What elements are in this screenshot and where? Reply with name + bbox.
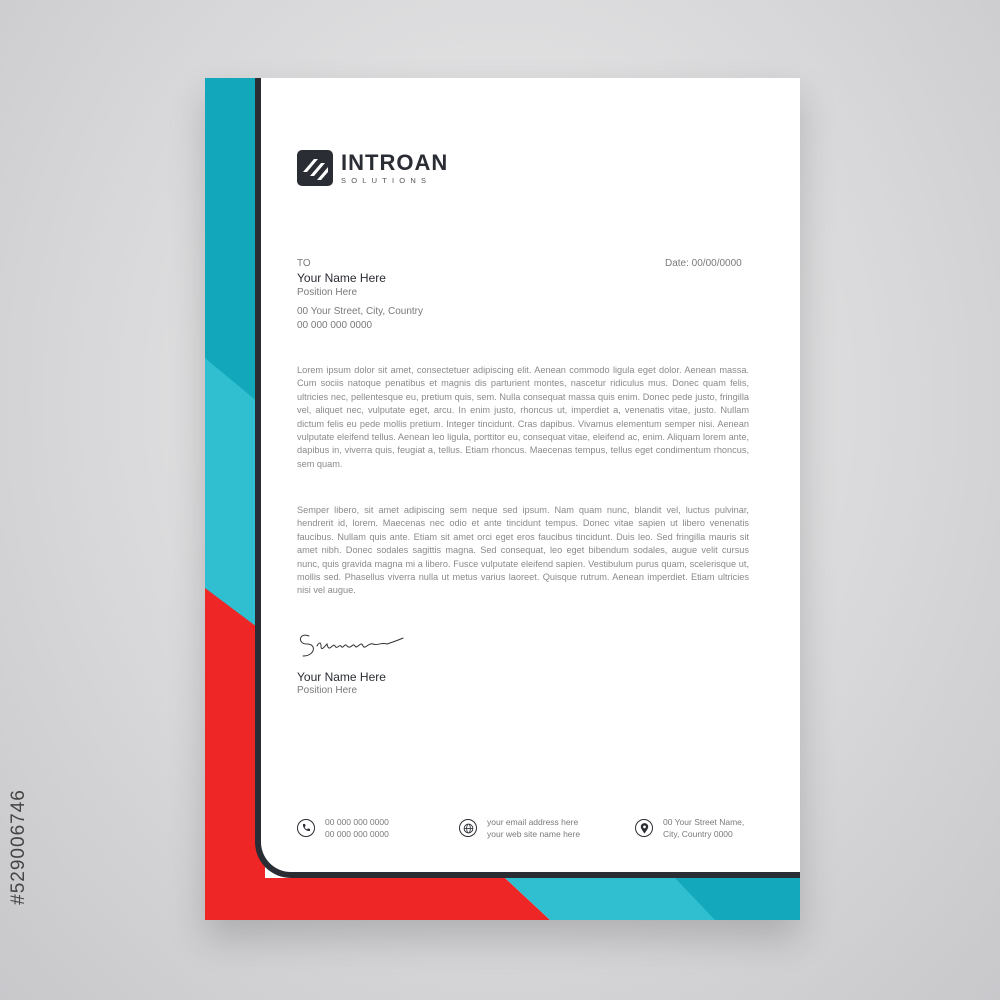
recipient-position: Position Here bbox=[297, 287, 358, 298]
company-tagline: SOLUTIONS bbox=[341, 175, 432, 185]
to-label: TO bbox=[297, 258, 311, 269]
stock-id: #529006746 bbox=[8, 789, 29, 905]
footer-address-1: 00 Your Street Name, bbox=[663, 817, 745, 827]
body-paragraph-1: Lorem ipsum dolor sit amet, consectetuer adipiscing elit. Aenean commodo ligula eget dolor. Aenean massa. Cum sociis natoque penatibus et magnis dis parturient montes, nascetur ridiculus mus. Donec quam felis, ultricies nec, pellentesque eu, pretium quis, sem. Nulla consequat massa quis enim. Donec pede justo, fringilla vel, aliquet nec, vulputate eget, arcu. In enim justo, rhoncus ut, imperdiet a, venenatis vitae, justo. Nullam dictum felis eu pede mollis pretium. Integer tincidunt. Cras dapibus. Vivamus elementum semper nisi. Aenean vulputate eleifend tellus. Aenean leo ligula, porttitor eu, consequat vitae, eleifend ac, enim. Aliquam lorem ante, dapibus in, viverra quis, feugiat a, tellus. Etiam rhoncus. Maecenas tempus, tellus eget condimentum rhoncus, sem quam. bbox=[297, 365, 749, 469]
company-logo bbox=[297, 150, 448, 186]
recipient-address: 00 Your Street, City, Country bbox=[297, 306, 423, 317]
company-name: INTROAN bbox=[341, 149, 449, 175]
footer-address bbox=[635, 816, 744, 840]
signer-name: Your Name Here bbox=[297, 670, 386, 684]
footer-email[interactable]: your email address here bbox=[487, 817, 579, 827]
globe-icon bbox=[459, 819, 477, 837]
footer-phone-1: 00 000 000 0000 bbox=[325, 817, 389, 827]
logo-mark-icon bbox=[297, 150, 333, 186]
footer-address-2: City, Country 0000 bbox=[663, 829, 733, 839]
letterhead-page bbox=[205, 78, 800, 920]
footer-web bbox=[459, 816, 580, 840]
footer-phone-2: 00 000 000 0000 bbox=[325, 829, 389, 839]
recipient-phone: 00 000 000 0000 bbox=[297, 320, 373, 331]
footer-phone bbox=[297, 816, 389, 840]
handwritten-signature bbox=[295, 624, 415, 664]
phone-icon bbox=[297, 819, 315, 837]
recipient-name: Your Name Here bbox=[297, 271, 386, 285]
signer-position: Position Here bbox=[297, 685, 358, 696]
footer-website[interactable]: your web site name here bbox=[487, 829, 581, 839]
location-pin-icon bbox=[635, 819, 653, 837]
letter-content bbox=[255, 78, 800, 878]
body-paragraph-2: Semper libero, sit amet adipiscing sem neque sed ipsum. Nam quam nunc, blandit vel, luctus pulvinar, hendrerit id, lorem. Maecenas nec odio et ante tincidunt tempus. Donec vitae sapien ut libero venenatis faucibus. Nullam quis ante. Etiam sit amet orci eget eros faucibus tincidunt. Duis leo. Sed fringilla mauris sit amet nibh. Donec sodales sagittis magna. Sed consequat, leo eget bibendum sodales, augue velit cursus nunc, quis gravida magna mi a libero. Fusce vulputate eleifend sapien. Vestibulum purus quam, scelerisque ut, mollis sed. Phasellus viverra nulla ut metus varius laoreet. Quisque rutrum. Aenean imperdiet. Etiam ultricies nisi vel augue. bbox=[297, 505, 749, 596]
letter-date: Date: 00/00/0000 bbox=[665, 258, 742, 269]
